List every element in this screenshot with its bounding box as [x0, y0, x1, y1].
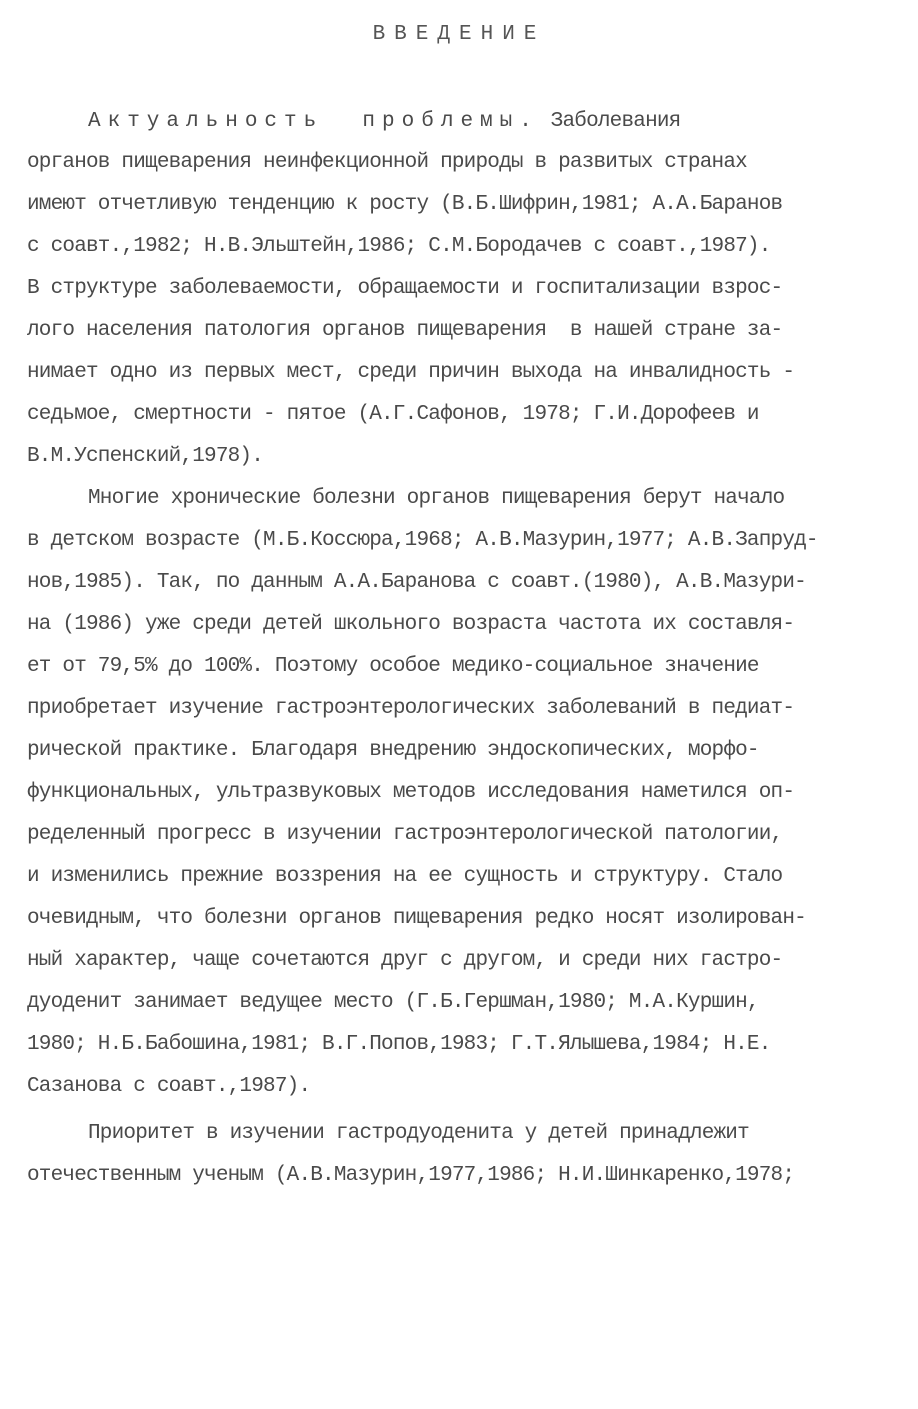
section-heading: Актуальность проблемы.	[88, 110, 539, 133]
text-line: и изменились прежние воззрения на ее сущность и структуру. Стало	[27, 865, 783, 888]
text-line: в детском возрасте (М.Б.Коссюра,1968; А.В.Мазурин,1977; А.В.Запруд-	[27, 529, 818, 552]
text-line: Многие хронические болезни органов пищеварения берут начало	[88, 487, 785, 510]
text-line: приобретает изучение гастроэнтерологических заболеваний в педиат-	[27, 697, 795, 720]
text-line: Сазанова с соавт.,1987).	[27, 1075, 311, 1098]
text-line: дуоденит занимает ведущее место (Г.Б.Гершман,1980; М.А.Куршин,	[27, 991, 759, 1014]
text-line: нимает одно из первых мест, среди причин выхода на инвалидность -	[27, 361, 795, 384]
text-line: В структуре заболеваемости, обращаемости и госпитализации взрос-	[27, 277, 783, 300]
page-title: ВВЕДЕНИЕ	[372, 23, 546, 46]
text-line: ределенный прогресс в изучении гастроэнтерологической патологии,	[27, 823, 783, 846]
text-line: отечественным ученым (А.В.Мазурин,1977,1986; Н.И.Шинкаренко,1978;	[27, 1164, 795, 1187]
text-line: органов пищеварения неинфекционной природы в развитых странах	[27, 151, 747, 174]
text-line: ет от 79,5% до 100%. Поэтому особое медико-социальное значение	[27, 655, 759, 678]
line-text: Заболевания	[538, 110, 681, 133]
text-line: ный характер, чаще сочетаются друг с другом, и среди них гастро-	[27, 949, 783, 972]
text-line: Приоритет в изучении гастродуоденита у детей принадлежит	[88, 1122, 749, 1145]
text-line: очевидным, что болезни органов пищеварения редко носят изолирован-	[27, 907, 806, 930]
text-line: на (1986) уже среди детей школьного возраста частота их составля-	[27, 613, 795, 636]
text-line: функциональных, ультразвуковых методов исследования наметился оп-	[27, 781, 795, 804]
text-line: седьмое, смертности - пятое (А.Г.Сафонов, 1978; Г.И.Дорофеев и	[27, 403, 759, 426]
text-line	[88, 105, 680, 139]
text-line: лого населения патология органов пищеварения в нашей стране за-	[27, 319, 783, 342]
text-line: с соавт.,1982; Н.В.Эльштейн,1986; С.М.Бородачев с соавт.,1987).	[27, 235, 771, 258]
text-line: рической практике. Благодаря внедрению эндоскопических, морфо-	[27, 739, 759, 762]
text-line: В.М.Успенский,1978).	[27, 445, 264, 468]
text-line: имеют отчетливую тенденцию к росту (В.Б.Шифрин,1981; А.А.Баранов	[27, 193, 783, 216]
text-line: 1980; Н.Б.Бабошина,1981; В.Г.Попов,1983; Г.Т.Ялышева,1984; Н.Е.	[27, 1033, 771, 1056]
text-line: нов,1985). Так, по данным А.А.Баранова с соавт.(1980), А.В.Мазури-	[27, 571, 806, 594]
